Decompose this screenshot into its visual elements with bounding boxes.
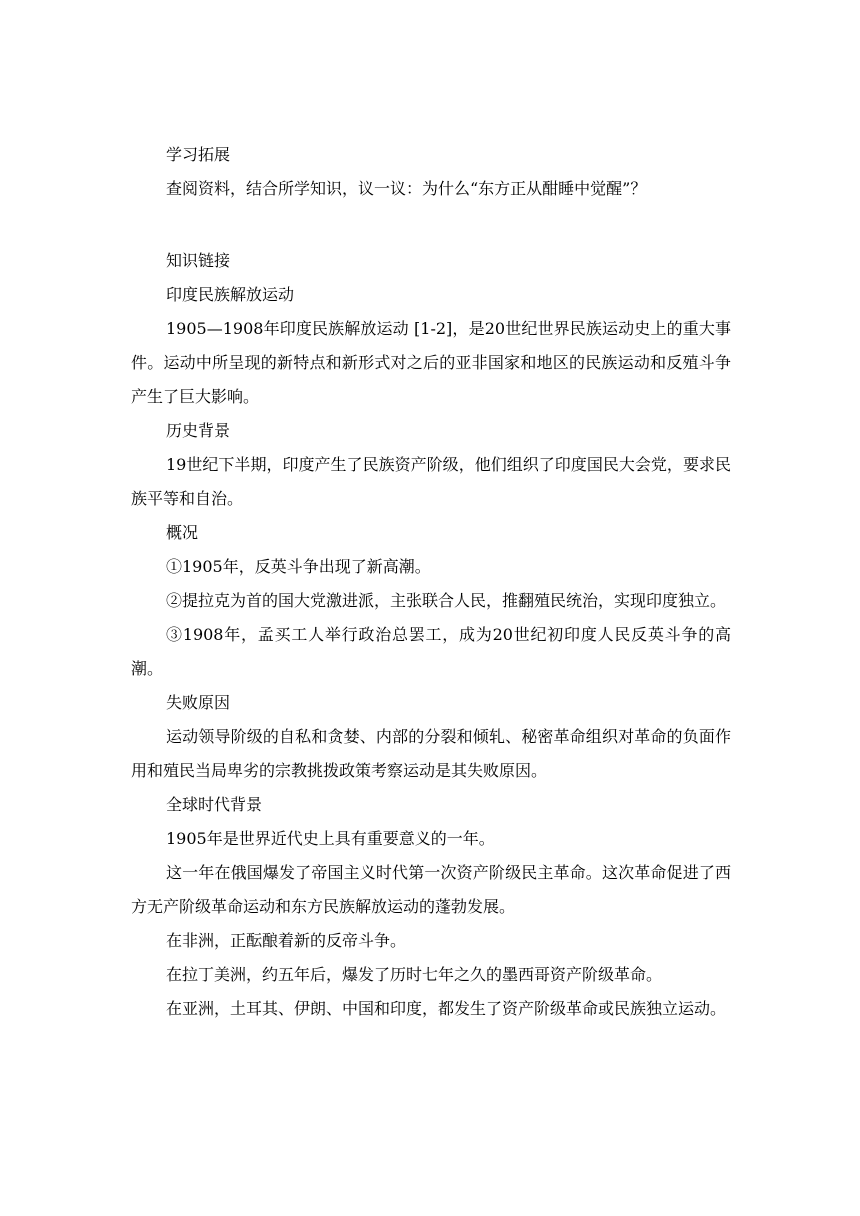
overview-heading: 概况 (166, 523, 199, 542)
global-paragraph: 在亚洲，土耳其、伊朗、中国和印度，都发生了资产阶级革命或民族独立运动。 (166, 999, 727, 1018)
failure-heading: 失败原因 (166, 693, 231, 712)
knowledge-heading: 知识链接 (166, 251, 231, 270)
overview-item: ③1908年，孟买工人举行政治总罢工，成为20世纪初印度人民反英斗争的高潮。 (131, 625, 731, 678)
knowledge-intro: 1905—1908年印度民族解放运动 [1-2]，是20世纪世界民族运动史上的重大事件。运动中所呈现的新特点和新形式对之后的亚非国家和地区的民族运动和反殖斗争产生了巨大影响。 (131, 319, 731, 406)
study-heading: 学习拓展 (166, 145, 231, 164)
document-body (131, 138, 731, 1026)
background-text: 19世纪下半期，印度产生了民族资产阶级，他们组织了印度国民大会党，要求民族平等和自治。 (131, 455, 731, 508)
knowledge-title: 印度民族解放运动 (166, 285, 295, 304)
global-paragraph: 这一年在俄国爆发了帝国主义时代第一次资产阶级民主革命。这次革命促进了西方无产阶级革命运动和东方民族解放运动的蓬勃发展。 (131, 863, 731, 916)
background-heading: 历史背景 (166, 421, 231, 440)
global-heading: 全球时代背景 (166, 795, 263, 814)
overview-item: ②提拉克为首的国大党激进派，主张联合人民，推翻殖民统治，实现印度独立。 (166, 591, 727, 610)
study-prompt: 查阅资料，结合所学知识，议一议：为什么“东方正从酣睡中觉醒”？ (166, 179, 647, 198)
global-paragraph: 1905年是世界近代史上具有重要意义的一年。 (166, 829, 495, 848)
overview-item: ①1905年，反英斗争出现了新高潮。 (166, 557, 431, 576)
global-paragraph: 在拉丁美洲，约五年后，爆发了历时七年之久的墨西哥资产阶级革命。 (166, 965, 663, 984)
failure-text: 运动领导阶级的自私和贪婪、内部的分裂和倾轧、秘密革命组织对革命的负面作用和殖民当局卑劣的宗教挑拨政策考察运动是其失败原因。 (131, 727, 731, 780)
global-paragraph: 在非洲，正酝酿着新的反帝斗争。 (166, 931, 407, 950)
section-gap (131, 206, 731, 244)
